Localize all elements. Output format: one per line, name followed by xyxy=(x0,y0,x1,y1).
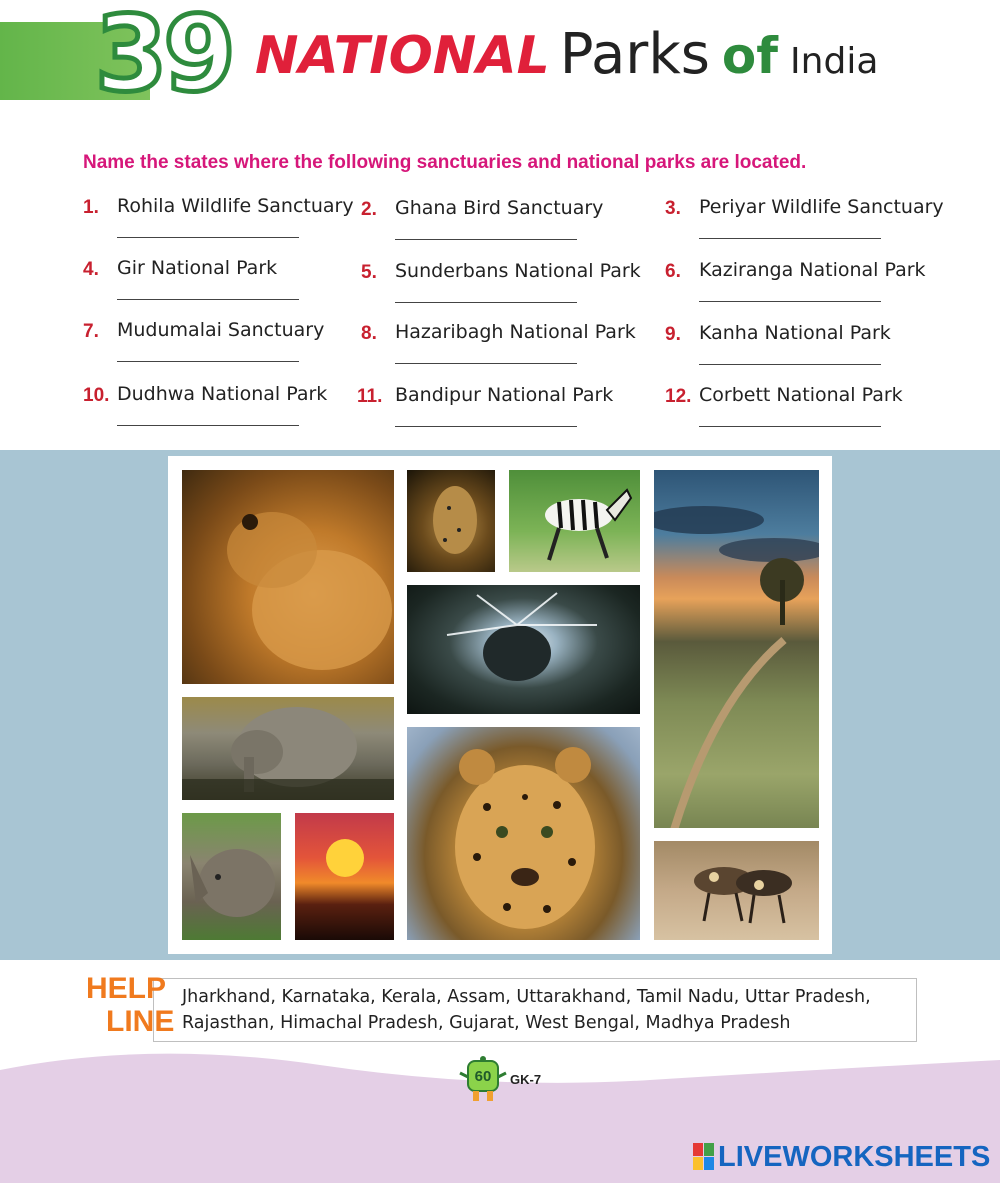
leopard-photo xyxy=(407,727,640,940)
title-of: of xyxy=(721,27,779,85)
answer-blank[interactable] xyxy=(699,238,881,239)
title-parks: Parks xyxy=(559,22,710,87)
sun-shape xyxy=(326,839,364,877)
question-name: Bandipur National Park xyxy=(395,384,614,406)
helpline-line-label: LINE xyxy=(106,1005,175,1038)
answer-blank[interactable] xyxy=(395,239,577,240)
question-number: 9. xyxy=(665,324,681,345)
question-number: 2. xyxy=(361,199,377,220)
lion-cubs-photo xyxy=(182,470,394,684)
helpline-logo xyxy=(86,974,181,1038)
zebra-photo xyxy=(509,470,640,572)
title-india: India xyxy=(790,41,879,82)
rhino-photo xyxy=(182,813,281,940)
sunset-photo xyxy=(295,813,394,940)
answer-blank[interactable] xyxy=(699,301,881,302)
question-name: Hazaribagh National Park xyxy=(395,321,636,343)
answer-blank[interactable] xyxy=(699,426,881,427)
question-number: 12. xyxy=(665,386,692,407)
answer-blank[interactable] xyxy=(117,299,299,300)
answer-blank[interactable] xyxy=(395,302,577,303)
question-number: 3. xyxy=(665,198,681,219)
question-number: 10. xyxy=(83,385,110,406)
answer-blank[interactable] xyxy=(117,361,299,362)
question-name: Gir National Park xyxy=(117,257,278,279)
answer-blank[interactable] xyxy=(699,364,881,365)
question-number: 4. xyxy=(83,259,99,280)
question-number: 5. xyxy=(361,262,377,283)
question-name: Sunderbans National Park xyxy=(395,260,641,282)
page-title xyxy=(255,22,878,102)
question-name: Rohila Wildlife Sanctuary xyxy=(117,195,354,217)
answer-blank[interactable] xyxy=(117,425,299,426)
helpline-help-label: HELP xyxy=(86,972,167,1005)
elephant-calf-photo xyxy=(182,697,394,800)
question-number: 11. xyxy=(357,386,383,407)
answer-blank[interactable] xyxy=(395,426,577,427)
answer-blank[interactable] xyxy=(117,237,299,238)
question-number: 6. xyxy=(665,261,681,282)
question-name: Mudumalai Sanctuary xyxy=(117,319,325,341)
savanna-sunset-photo xyxy=(654,470,819,828)
answer-blank[interactable] xyxy=(395,363,577,364)
question-name: Corbett National Park xyxy=(699,384,903,406)
book-label: GK-7 xyxy=(510,1072,542,1087)
question-name: Kaziranga National Park xyxy=(699,259,926,281)
wild-cat-photo xyxy=(407,470,495,572)
liveworksheets-logo-icon xyxy=(693,1143,715,1171)
title-national: NATIONAL xyxy=(255,26,550,86)
question-name: Dudhwa National Park xyxy=(117,383,328,405)
question-number: 8. xyxy=(361,323,377,344)
question-number: 7. xyxy=(83,321,99,342)
worksheet-number: 39 xyxy=(95,0,232,115)
instruction-text: Name the states where the following sanctuaries and national parks are located. xyxy=(83,152,807,173)
question-name: Periyar Wildlife Sanctuary xyxy=(699,196,944,218)
liveworksheets-brand[interactable]: LIVEWORKSHEETS xyxy=(718,1141,991,1173)
question-name: Kanha National Park xyxy=(699,322,891,344)
wild-dogs-photo xyxy=(654,841,819,940)
page-number: 60 xyxy=(474,1068,492,1085)
helpline-text: Jharkhand, Karnataka, Kerala, Assam, Uttarakhand, Tamil Nadu, Uttar Pradesh, Rajasthan, Himachal Pradesh, Gujarat, West Bengal, Madhya Pradesh xyxy=(182,987,871,1033)
question-name: Ghana Bird Sanctuary xyxy=(395,197,604,219)
question-number: 1. xyxy=(83,197,99,218)
hippo-splash-photo xyxy=(407,585,640,714)
